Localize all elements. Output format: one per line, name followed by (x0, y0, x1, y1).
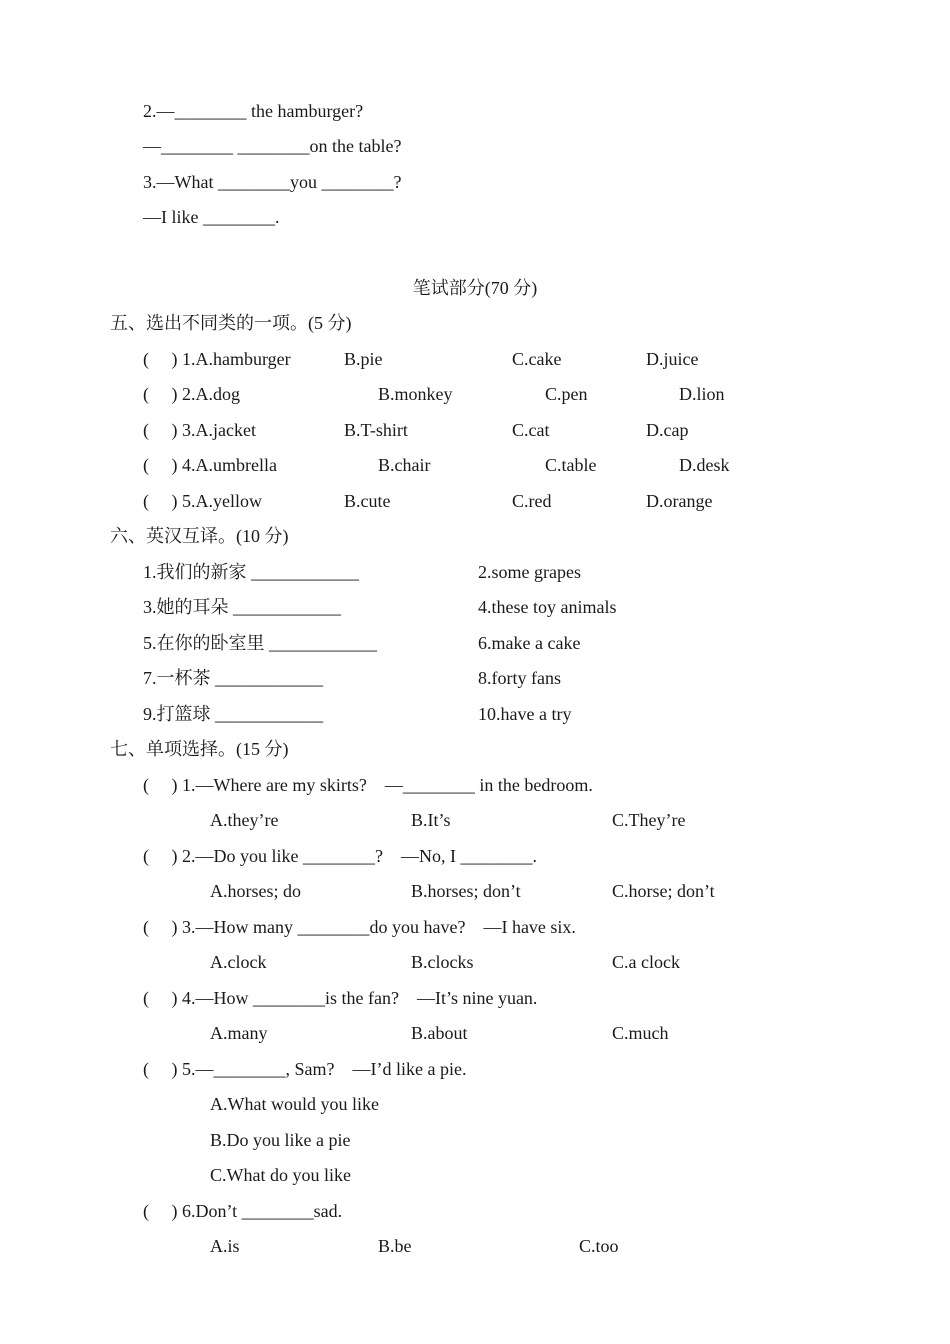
section5-question: ( ) 1.A.hamburger (143, 349, 291, 369)
translation-item: 1.我们的新家 ____________ (143, 562, 359, 582)
option-a: A.What would you like (210, 1094, 379, 1114)
option-b: B.cute (344, 491, 391, 511)
choice-question-stem: ( ) 2.—Do you like ________? —No, I ________. (143, 846, 537, 866)
option-d: D.desk (679, 455, 730, 475)
translation-item: 5.在你的卧室里 ____________ (143, 633, 377, 653)
option-d: D.lion (679, 384, 725, 404)
option-a: A.many (210, 1023, 268, 1043)
section5-question: ( ) 4.A.umbrella (143, 455, 277, 475)
option-b: B.T-shirt (344, 420, 408, 440)
option-c: C.horse; don’t (612, 881, 715, 901)
translation-item: 10.have a try (478, 704, 572, 724)
option-c: C.cat (512, 420, 550, 440)
section5-question: ( ) 3.A.jacket (143, 420, 256, 440)
option-d: D.cap (646, 420, 689, 440)
option-c: C.much (612, 1023, 669, 1043)
option-d: D.juice (646, 349, 699, 369)
option-c: C.They’re (612, 810, 686, 830)
translation-item: 8.forty fans (478, 668, 561, 688)
translation-item: 2.some grapes (478, 562, 581, 582)
option-a: A.horses; do (210, 881, 301, 901)
option-a: A.they’re (210, 810, 279, 830)
listening-line-3-answer: —I like ________. (143, 207, 280, 227)
option-a: A.is (210, 1236, 240, 1256)
translation-item: 9.打篮球 ____________ (143, 704, 323, 724)
section6-title: 六、英汉互译。(10 分) (110, 526, 289, 546)
written-part-title: 笔试部分(70 分) (412, 278, 538, 298)
option-b: B.Do you like a pie (210, 1130, 351, 1150)
option-c: C.too (579, 1236, 619, 1256)
section7-title: 七、单项选择。(15 分) (110, 739, 289, 759)
choice-question-stem: ( ) 3.—How many ________do you have? —I have six. (143, 917, 576, 937)
option-c: C.pen (545, 384, 588, 404)
option-b: B.horses; don’t (411, 881, 521, 901)
listening-line-3: 3.—What ________you ________? (143, 172, 402, 192)
option-b: B.be (378, 1236, 412, 1256)
choice-question-stem: ( ) 6.Don’t ________sad. (143, 1201, 343, 1221)
translation-item: 4.these toy animals (478, 597, 617, 617)
option-b: B.clocks (411, 952, 474, 972)
option-b: B.about (411, 1023, 468, 1043)
listening-line-2: 2.—________ the hamburger? (143, 101, 364, 121)
option-a: A.clock (210, 952, 267, 972)
option-b: B.monkey (378, 384, 453, 404)
choice-question-stem: ( ) 5.—________, Sam? —I’d like a pie. (143, 1059, 467, 1079)
option-c: C.cake (512, 349, 562, 369)
section5-question: ( ) 5.A.yellow (143, 491, 262, 511)
section5-title: 五、选出不同类的一项。(5 分) (110, 313, 352, 333)
option-b: B.pie (344, 349, 383, 369)
choice-question-stem: ( ) 1.—Where are my skirts? —________ in the bedroom. (143, 775, 593, 795)
translation-item: 3.她的耳朵 ____________ (143, 597, 341, 617)
option-c: C.table (545, 455, 597, 475)
option-b: B.It’s (411, 810, 451, 830)
translation-item: 6.make a cake (478, 633, 581, 653)
option-c: C.red (512, 491, 552, 511)
option-c: C.What do you like (210, 1165, 351, 1185)
choice-question-stem: ( ) 4.—How ________is the fan? —It’s nine yuan. (143, 988, 538, 1008)
translation-item: 7.一杯茶 ____________ (143, 668, 323, 688)
option-b: B.chair (378, 455, 431, 475)
option-d: D.orange (646, 491, 713, 511)
section5-question: ( ) 2.A.dog (143, 384, 240, 404)
listening-line-2-answer: —________ ________on the table? (143, 136, 402, 156)
option-c: C.a clock (612, 952, 680, 972)
